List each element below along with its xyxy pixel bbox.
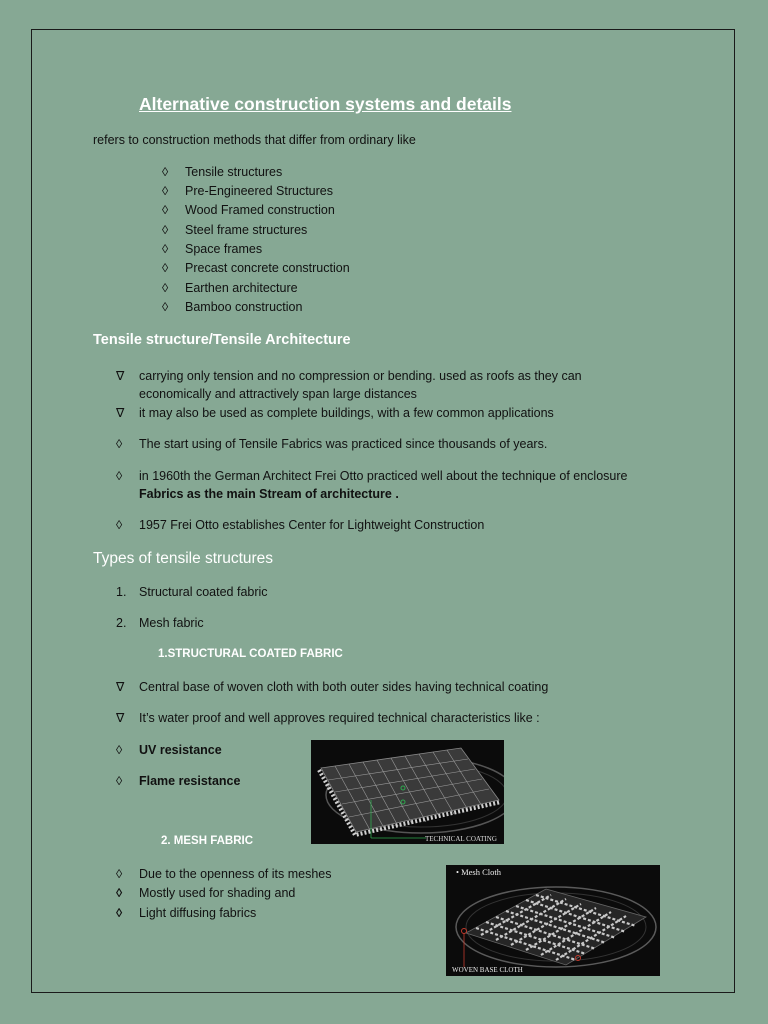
- list-item: ◊ Pre-Engineered Structures: [162, 184, 333, 198]
- tensile-point: ◊ in 1960th the German Architect Frei Otto practiced well about the technique of enclosure Fabrics as the main Stream of architecture .: [116, 469, 628, 501]
- list-item: ◊ Tensile structures: [162, 165, 283, 179]
- technical-coating-label: TECHNICAL COATING: [425, 835, 497, 843]
- page-border: [31, 29, 735, 993]
- list-item: ◊ Space frames: [162, 242, 263, 256]
- page-title: Alternative construction systems and details: [139, 94, 512, 114]
- intro-text: refers to construction methods that differ from ordinary like: [93, 133, 416, 147]
- list-item: ◊ Earthen architecture: [162, 281, 298, 295]
- list-item: ◊ Steel frame structures: [162, 223, 308, 237]
- resistance-item: ◊ Flame resistance: [116, 774, 241, 788]
- coated-fabric-heading: 1.STRUCTURAL COATED FABRIC: [158, 648, 343, 660]
- tensile-point: ◊ The start using of Tensile Fabrics was practiced since thousands of years.: [116, 437, 548, 451]
- mesh-cloth-label: • Mesh Cloth: [456, 867, 502, 877]
- coated-point: ∇ It’s water proof and well approves required technical characteristics like :: [116, 711, 540, 725]
- coated-point: ∇ Central base of woven cloth with both outer sides having technical coating: [116, 680, 549, 694]
- types-heading: Types of tensile structures: [93, 550, 274, 567]
- tensile-heading: Tensile structure/Tensile Architecture: [93, 332, 351, 348]
- types-item: 1. Structural coated fabric: [116, 585, 268, 599]
- list-item: ◊ Bamboo construction: [162, 300, 303, 314]
- list-item: ◊ Precast concrete construction: [162, 261, 350, 275]
- list-item: ◊ Wood Framed construction: [162, 203, 335, 217]
- resistance-item: ◊ UV resistance: [116, 743, 222, 757]
- tensile-point: ∇ carrying only tension and no compression or bending. used as roofs as they can economically and attractively span large distances: [116, 369, 582, 401]
- mesh-point: ◊ Mostly used for shading and: [116, 886, 296, 900]
- tensile-point: ◊ 1957 Frei Otto establishes Center for Lightweight Construction: [116, 518, 485, 532]
- woven-base-cloth-label: WOVEN BASE CLOTH: [452, 966, 523, 974]
- coated-fabric-image: [311, 740, 504, 844]
- mesh-point: ◊ Due to the openness of its meshes: [116, 867, 332, 881]
- tensile-point: ∇ it may also be used as complete buildings, with a few common applications: [116, 406, 554, 420]
- mesh-fabric-heading: 2. MESH FABRIC: [161, 835, 254, 847]
- types-item: 2. Mesh fabric: [116, 616, 204, 630]
- mesh-point: ◊ Light diffusing fabrics: [116, 906, 257, 920]
- mesh-fabric-image: [446, 865, 660, 976]
